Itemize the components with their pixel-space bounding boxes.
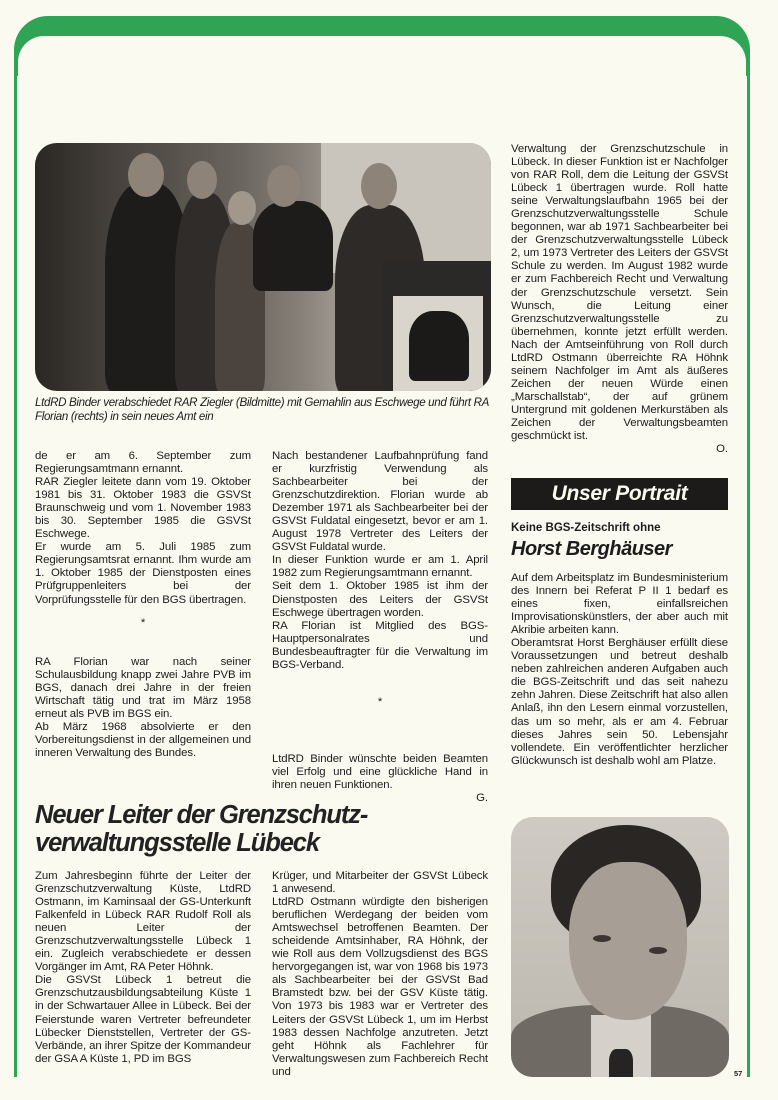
paragraph: Oberamtsrat Horst Berghäuser erfüllt diese Voraussetzungen und betreut deshalb neben zahlreichen anderen Aufgaben auch die BGS-Zeitschrift und das seit nahezu zehn Jahren. Diese Zeitschrift hat also allen Anlaß, ihn den Lesern einmal vorzustellen, das um so mehr, als er am 4. Februar dieses Jahres sein 50. Lebensjahr vollendete. Ein veröffentlichter herzlicher Glückwunsch ist deshalb wohl am Platze. <box>511 637 728 767</box>
paragraph: de er am 6. September zum Regierungsamtmann ernannt. <box>35 450 251 476</box>
portrait-face <box>569 862 687 1020</box>
paragraph: Auf dem Arbeitsplatz im Bundesministerium des Innern bei Referat P II 1 bedarf es eines fixen, einfallsreichen Improvisationskünstlers, der aber auch mit Akribie arbeiten kann. <box>511 572 728 637</box>
paragraph: Die GSVSt Lübeck 1 betreut die Grenzschutzausbildungsabteilung Küste 1 in der Schwartauer Allee in Lübeck. Bei der Feierstunde waren Vertreter befreundeter Lübecker Dienststellen, Vertreter der GS-Verbände, an ihrer Spitze der Kommandeur der GSA A Küste 1, PD im BGS <box>35 974 251 1065</box>
article2-continuation <box>511 143 728 456</box>
portrait-name-heading: Horst Berghäuser <box>511 538 672 560</box>
paragraph: Krüger, und Mitarbeiter der GSVSt Lübeck 1 anwesend. <box>272 870 488 896</box>
photo-head-3 <box>228 191 256 225</box>
author-initial: G. <box>476 791 488 804</box>
portrait-kicker: Keine BGS-Zeitschrift ohne <box>511 522 661 534</box>
article2-column-2 <box>272 870 488 1079</box>
portrait-photo <box>511 817 729 1077</box>
photo-head-4 <box>267 165 301 207</box>
photo-head-5 <box>361 163 397 209</box>
eagle-emblem-icon <box>409 311 469 381</box>
paragraph: RA Florian ist Mitglied des BGS-Hauptpersonalrates und Bundesbeauftragter für die Verwaltung im BGS-Verband. <box>272 619 488 671</box>
portrait-text <box>511 572 728 768</box>
paragraph: Ab März 1968 absolvierte er den Vorbereitungsdienst in der allgemeinen und inneren Verwaltung des Bundes. <box>35 720 251 759</box>
paragraph: Seit dem 1. Oktober 1985 ist ihm der Dienstposten des Leiters der GSVSt Eschwege übertragen worden. <box>272 580 488 619</box>
author-initial: O. <box>716 443 728 456</box>
group-photo <box>35 143 491 391</box>
article2-column-1 <box>35 870 251 1066</box>
paragraph: Verwaltung der Grenzschutzschule in Lübeck. In dieser Funktion ist er Nachfolger von RAR Roll, dem die Leitung der GSVSt Lübeck 1 übertragen wurde. Roll hatte seine Verwaltungslaufbahn 1965 bei der Grenzschutzverwaltungsstelle Schule begonnen, war ab 1971 Sachbearbeiter bei der Grenzschutzverwaltungsstelle Lübeck 2, um 1973 Vertreter des Leiters der GSVSt Schule zu werden. Im August 1982 wurde er zum Fachbereich Recht und Verwaltung der Grenzschutzschule versetzt. Sein Wunsch, die Leitung einer Grenzschutzverwaltungsstelle zu übernehmen, konnte jetzt erfüllt werden. Nach der Amtseinführung von Roll durch LtdRD Ostmann überreichte RA Höhnk seinem Nachfolger im Amt als äußeres Zeichen der neuen Würde einen „Marschallstab“, der auf grünem Untergrund mit goldenen Merkurstäben als Zeichen der Verwaltungsbeamten geschmückt ist. <box>511 143 728 443</box>
paragraph: LtdRD Ostmann würdigte den bisherigen beruflichen Werdegang der beiden vom Amtswechsel betroffenen Beamten. Der scheidende Amtsinhaber, RA Höhnk, der wie Roll aus dem Vollzugsdienst des BGS hervorgegangen ist, war von 1968 bis 1973 als Sachbearbeiter bei der GSVSt Bad Bramstedt bzw. bei der GSV Küste tätig. Von 1973 bis 1983 war er Vertreter des Leiters der GSVSt Lübeck 1, um im Herbst 1983 dessen Nachfolge anzutreten. Jetzt geht Höhnk als Fachlehrer für Verwaltungswesen zum Fachbereich Recht und <box>272 896 488 1078</box>
section-separator: * <box>140 616 146 629</box>
photo-head-1 <box>128 153 164 197</box>
portrait-eye-right <box>649 947 667 954</box>
photo-caption: LtdRD Binder verabschiedet RAR Ziegler (Bildmitte) mit Gemahlin aus Eschwege und führt RA Florian (rechts) in sein neues Amt ein <box>35 396 489 423</box>
paragraph: RAR Ziegler leitete dann vom 19. Oktober 1981 bis 31. Oktober 1983 die GSVSt Braunschweig und vom 1. November 1983 bis 30. September 1985 die GSVSt Eschwege. <box>35 476 251 541</box>
section-separator: * <box>377 695 383 708</box>
green-frame-right <box>747 60 750 1077</box>
paragraph: In dieser Funktion wurde er am 1. April 1982 zum Regierungsamtmann ernannt. <box>272 554 488 580</box>
paragraph: RA Florian war nach seiner Schulausbildung knapp zwei Jahre PVB im BGS, danach drei Jahre in der freien Wirtschaft tätig und trat im März 1958 erneut als PVB im BGS ein. <box>35 655 251 720</box>
signature-line <box>511 443 728 456</box>
portrait-eye-left <box>593 935 611 942</box>
paragraph: Nach bestandener Laufbahnprüfung fand er kurzfristig Verwendung als Sachbearbeiter bei der Grenzschutzdirektion. Florian wurde ab Dezember 1971 als Sachbearbeiter bei der GSVSt Fuldatal eingesetzt, bevor er am 1. August 1978 Vertreter des Leiters der GSVSt Fuldatal wurde. <box>272 450 488 554</box>
article1-column-1 <box>35 450 251 760</box>
article-headline <box>35 801 505 857</box>
paragraph: LtdRD Binder wünschte beiden Beamten viel Erfolg und eine glückliche Hand in ihren neuen Funktionen. <box>272 752 488 791</box>
paragraph: Er wurde am 5. Juli 1985 zum Regierungsamtsrat ernannt. Ihm wurde am 1. Oktober 1985 der Dienstposten eines Prüfgruppenleiters bei der Vorprüfungsstelle für den BGS übertragen. <box>35 541 251 606</box>
frame-inner <box>18 36 746 96</box>
photo-person-4 <box>253 201 333 291</box>
photo-head-2 <box>187 161 217 199</box>
section-banner: Unser Portrait <box>511 478 728 510</box>
article1-column-2 <box>272 450 488 805</box>
green-frame-left <box>14 60 17 1077</box>
paragraph: Zum Jahresbeginn führte der Leiter der Grenzschutzverwaltung Küste, LtdRD Ostmann, im Kaminsaal der GS-Unterkunft Falkenfeld in Lübeck RAR Rudolf Roll als neuen Leiter der Grenzschutzverwaltungsstelle Lübeck 1 ein. Zugleich verabschiedete er dessen Vorgänger im Amt, RA Peter Höhnk. <box>35 870 251 974</box>
headline-line-2: verwaltungsstelle Lübeck <box>35 829 319 857</box>
portrait-tie <box>609 1049 633 1077</box>
page-number: 57 <box>734 1069 743 1078</box>
headline-line-1: Neuer Leiter der Grenzschutz- <box>35 801 368 829</box>
